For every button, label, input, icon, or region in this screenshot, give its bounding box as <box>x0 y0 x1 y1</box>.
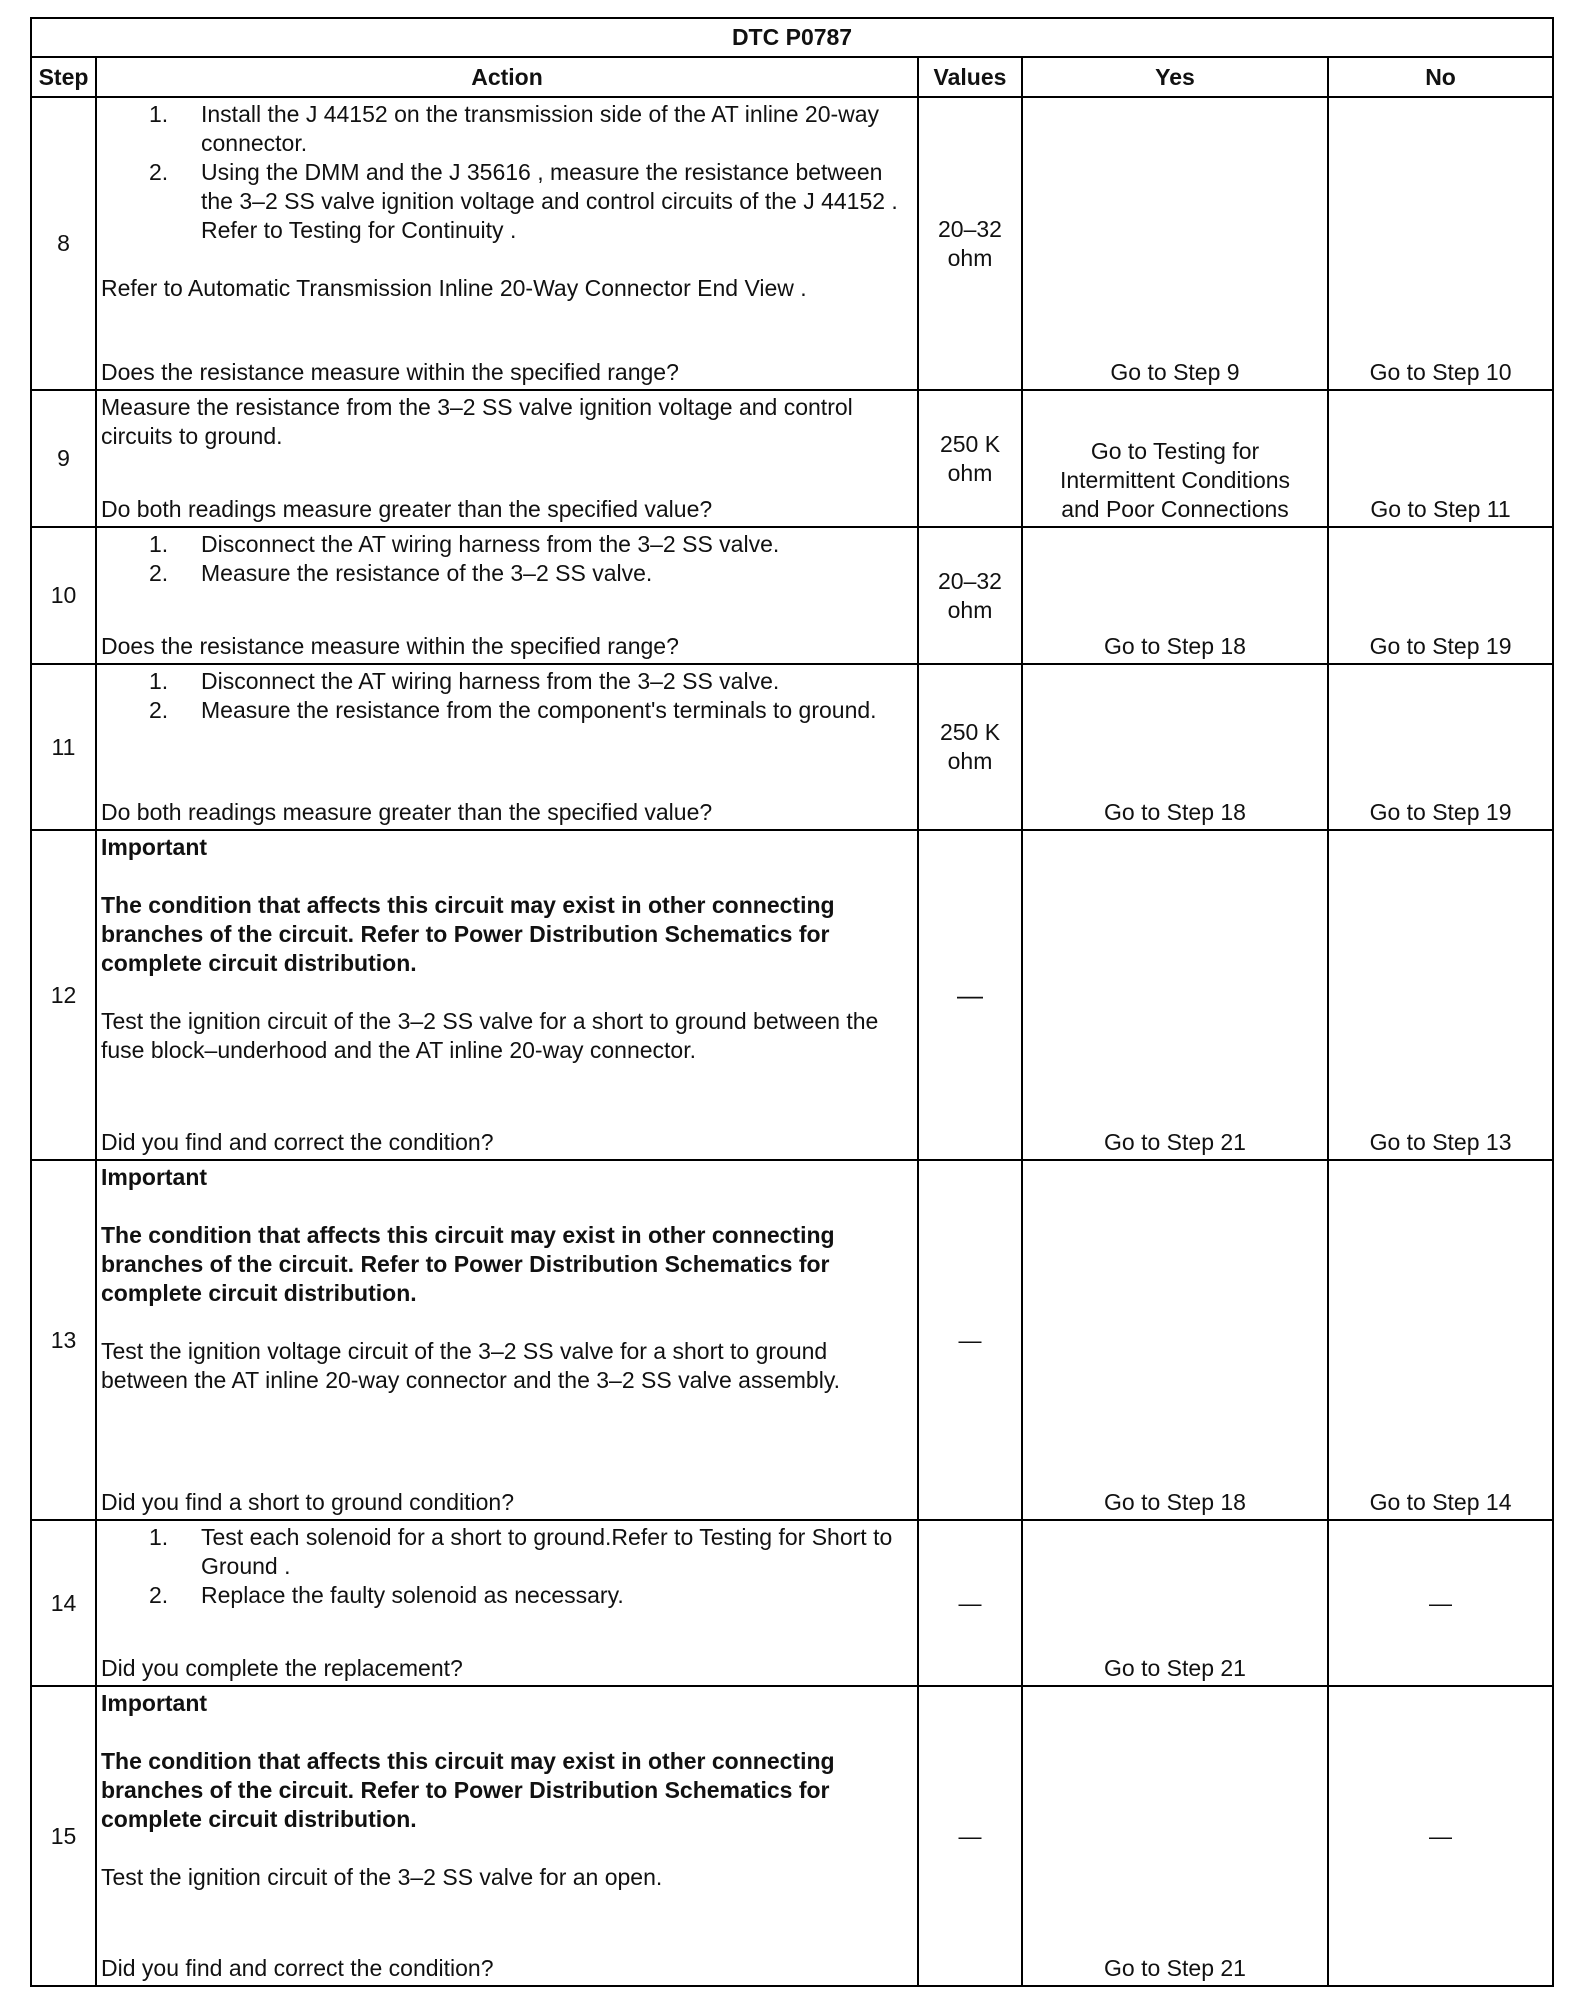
value-cell: — <box>918 1160 1022 1520</box>
action-question: Does the resistance measure within the specified range? <box>101 359 679 385</box>
table-row <box>31 830 1553 1160</box>
dtc-table <box>30 17 1554 1987</box>
step-number: 8 <box>31 97 96 390</box>
warning-text: The condition that affects this circuit may exist in other connecting branches of the circuit. Refer to Power Distribution Schematics for complete circuit distribution. <box>101 1748 835 1832</box>
header-no: No <box>1328 57 1553 97</box>
action-text: Test the ignition circuit of the 3–2 SS valve for an open. <box>101 1864 663 1890</box>
header-action: Action <box>96 57 918 97</box>
warning-text: The condition that affects this circuit may exist in other connecting branches of the circuit. Refer to Power Distribution Schematics for complete circuit distribution. <box>101 892 835 976</box>
no-result: Go to Step 14 <box>1328 1160 1553 1520</box>
yes-result: Go to Step 9 <box>1022 97 1328 390</box>
no-result: Go to Step 10 <box>1328 97 1553 390</box>
list-item: Install the J 44152 on the transmission side of the AT inline 20-way connector. <box>201 101 880 156</box>
no-result: Go to Step 13 <box>1328 830 1553 1160</box>
value-cell <box>918 527 1022 664</box>
value-text: 250 K ohm <box>939 719 1001 774</box>
action-list <box>101 100 913 245</box>
action-question: Does the resistance measure within the specified range? <box>101 633 679 659</box>
no-result: Go to Step 11 <box>1328 390 1553 527</box>
action-cell <box>96 1686 918 1986</box>
reference-note: Refer to Automatic Transmission Inline 20-Way Connector End View . <box>101 275 807 301</box>
table-row <box>31 664 1553 830</box>
important-label: Important <box>101 834 208 860</box>
no-result: Go to Step 19 <box>1328 664 1553 830</box>
action-cell <box>96 527 918 664</box>
value-cell <box>918 390 1022 527</box>
action-list <box>101 530 913 588</box>
table-row <box>31 97 1553 390</box>
list-item: Using the DMM and the J 35616 , measure the resistance between the 3–2 SS valve ignition voltage and control circuits of the J 44152 . Refer to Testing for Continuity . <box>201 159 898 243</box>
list-item: Disconnect the AT wiring harness from the 3–2 SS valve. <box>201 531 780 557</box>
yes-result: Go to Step 21 <box>1022 830 1328 1160</box>
list-item: Measure the resistance of the 3–2 SS valve. <box>201 560 653 586</box>
action-question: Did you find and correct the condition? <box>101 1955 494 1981</box>
table-row <box>31 1160 1553 1520</box>
action-text: Test the ignition voltage circuit of the 3–2 SS valve for a short to ground between the AT inline 20-way connector and the 3–2 SS valve assembly. <box>101 1338 840 1393</box>
action-cell <box>96 1520 918 1686</box>
no-result: — <box>1328 1686 1553 1986</box>
action-question: Do both readings measure greater than the specified value? <box>101 496 713 522</box>
table-title: DTC P0787 <box>31 18 1553 57</box>
step-number: 12 <box>31 830 96 1160</box>
action-question: Did you find a short to ground condition? <box>101 1489 514 1515</box>
yes-result: Go to Step 21 <box>1022 1520 1328 1686</box>
table-row <box>31 1520 1553 1686</box>
action-cell <box>96 390 918 527</box>
list-item: Disconnect the AT wiring harness from the 3–2 SS valve. <box>201 668 780 694</box>
yes-result: Go to Step 18 <box>1022 527 1328 664</box>
yes-result: Go to Testing for Intermittent Conditions and Poor Connections <box>1022 390 1328 527</box>
action-question: Do both readings measure greater than the specified value? <box>101 799 713 825</box>
value-text: 20–32 ohm <box>938 215 1002 271</box>
header-yes: Yes <box>1022 57 1328 97</box>
list-item: Replace the faulty solenoid as necessary. <box>201 1582 624 1608</box>
table-row <box>31 390 1553 527</box>
value-cell: — <box>918 1686 1022 1986</box>
value-cell <box>918 664 1022 830</box>
value-text: 250 K ohm <box>939 430 1001 486</box>
action-cell <box>96 97 918 390</box>
yes-result: Go to Step 18 <box>1022 664 1328 830</box>
value-cell: — <box>918 830 1022 1160</box>
step-number: 9 <box>31 390 96 527</box>
no-result: Go to Step 19 <box>1328 527 1553 664</box>
table-row <box>31 527 1553 664</box>
important-label: Important <box>101 1164 208 1190</box>
yes-result: Go to Step 18 <box>1022 1160 1328 1520</box>
action-cell <box>96 830 918 1160</box>
header-step: Step <box>31 57 96 97</box>
action-cell <box>96 1160 918 1520</box>
header-values: Values <box>918 57 1022 97</box>
warning-text: The condition that affects this circuit may exist in other connecting branches of the circuit. Refer to Power Distribution Schematics for complete circuit distribution. <box>101 1222 835 1306</box>
action-question: Did you find and correct the condition? <box>101 1129 494 1155</box>
step-number: 11 <box>31 664 96 830</box>
action-cell <box>96 664 918 830</box>
action-list <box>101 1523 913 1610</box>
value-cell <box>918 97 1022 390</box>
table-row <box>31 1686 1553 1986</box>
no-result: — <box>1328 1520 1553 1686</box>
action-list <box>101 667 913 725</box>
step-number: 14 <box>31 1520 96 1686</box>
step-number: 15 <box>31 1686 96 1986</box>
important-label: Important <box>101 1690 208 1716</box>
step-number: 10 <box>31 527 96 664</box>
list-item: Test each solenoid for a short to ground.Refer to Testing for Short to Ground . <box>201 1524 893 1579</box>
yes-result: Go to Step 21 <box>1022 1686 1328 1986</box>
value-text: 20–32 ohm <box>938 567 1002 623</box>
list-item: Measure the resistance from the component's terminals to ground. <box>201 697 877 723</box>
value-cell: — <box>918 1520 1022 1686</box>
action-text: Test the ignition circuit of the 3–2 SS valve for a short to ground between the fuse block–underhood and the AT inline 20-way connector. <box>101 1008 879 1063</box>
action-question: Did you complete the replacement? <box>101 1655 463 1681</box>
step-number: 13 <box>31 1160 96 1520</box>
action-text: Measure the resistance from the 3–2 SS valve ignition voltage and control circuits to ground. <box>101 394 853 449</box>
